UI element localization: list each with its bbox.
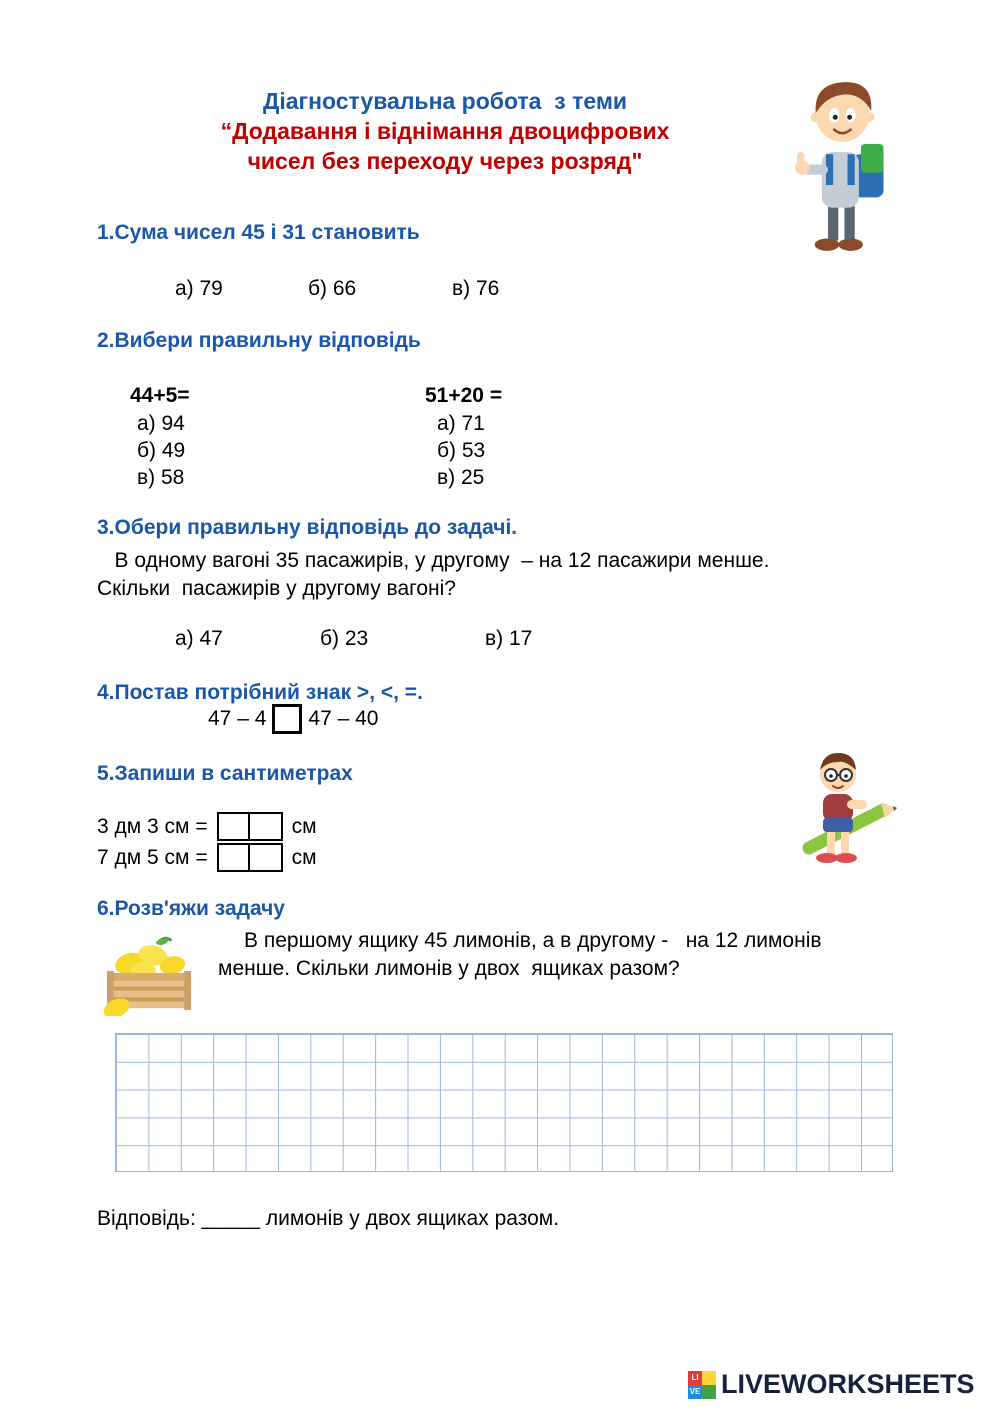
logo-square-yellow <box>702 1371 716 1385</box>
q5-row1-box-1[interactable] <box>217 812 250 841</box>
logo-square-li: LI <box>688 1371 702 1385</box>
q5-row1-answer-boxes <box>217 812 283 841</box>
title-line-3: чисел без переходу через розряд" <box>247 148 643 174</box>
q3-text-line-2: Скільки пасажирів у другому вагоні? <box>97 577 456 600</box>
q2-heading: 2.Вибери правильну відповідь <box>97 329 421 352</box>
q2-expr-2: 51+20 = <box>425 384 503 407</box>
q5-row1-label: 3 дм 3 см = <box>97 814 208 838</box>
q3-heading: 3.Обери правильну відповідь до задачі. <box>97 516 518 539</box>
q5-row2-answer-boxes <box>217 843 283 872</box>
q2-col1-option-a[interactable]: а) 94 <box>137 412 185 435</box>
q1-option-c[interactable]: в) 76 <box>452 277 500 300</box>
q6-answer-line[interactable]: Відповідь: _____ лимонів у двох ящиках разом. <box>97 1207 560 1230</box>
q2-col2-option-c[interactable]: в) 25 <box>437 466 485 489</box>
title-line-2: “Додавання і віднімання двоцифрових <box>220 118 670 144</box>
q6-heading: 6.Розв'яжи задачу <box>97 897 285 920</box>
boy-thumbsup-icon <box>788 72 903 257</box>
q3-option-a[interactable]: а) 47 <box>175 627 223 650</box>
q1-heading: 1.Сума чисел 45 і 31 становить <box>97 221 420 244</box>
q5-row2-label: 7 дм 5 см = <box>97 845 208 869</box>
boy-pencil-icon <box>793 748 901 870</box>
logo-square-green <box>702 1385 716 1399</box>
q5-row2-box-1[interactable] <box>217 843 250 872</box>
q2-expr-1: 44+5= <box>130 384 190 407</box>
logo-square-ve: VE <box>688 1385 702 1399</box>
q3-text-line-1: В одному вагоні 35 пасажирів, у другому – на 12 пасажири менше. <box>97 549 770 572</box>
q5-row1-box-2[interactable] <box>250 812 283 841</box>
q4-sign-answer-box[interactable] <box>272 704 302 734</box>
liveworksheets-squares-icon <box>688 1371 716 1399</box>
boy-pencil-illustration <box>793 748 901 870</box>
q1-option-a[interactable]: а) 79 <box>175 277 223 300</box>
q5-row-2 <box>97 843 317 872</box>
q3-option-c[interactable]: в) 17 <box>485 627 533 650</box>
q2-col2-option-a[interactable]: а) 71 <box>437 412 485 435</box>
q5-row-1 <box>97 812 317 841</box>
lemons-crate-icon <box>100 926 198 1016</box>
answer-grid[interactable] <box>115 1033 893 1172</box>
q2-col1-option-b[interactable]: б) 49 <box>137 439 186 462</box>
boy-thumbsup-illustration <box>788 72 903 257</box>
q6-text-line-1: В першому ящику 45 лимонів, а в другому - на 12 лимонів <box>244 929 822 952</box>
q4-expression-row <box>208 704 378 734</box>
liveworksheets-logo <box>688 1369 975 1400</box>
q5-heading: 5.Запиши в сантиметрах <box>97 762 353 785</box>
q1-option-b[interactable]: б) 66 <box>308 277 357 300</box>
q4-heading: 4.Постав потрібний знак >, <, =. <box>97 681 423 704</box>
q2-col2-option-b[interactable]: б) 53 <box>437 439 486 462</box>
title-line-1: Діагностувальна робота з теми <box>262 88 627 114</box>
liveworksheets-brand-text: LIVEWORKSHEETS <box>721 1369 975 1399</box>
lemons-crate-illustration <box>100 926 198 1016</box>
q4-left-expression: 47 – 4 <box>208 707 267 730</box>
q4-right-expression: 47 – 40 <box>308 707 379 730</box>
q6-text-line-2: менше. Скільки лимонів у двох ящиках разом? <box>218 957 680 980</box>
q2-col1-option-c[interactable]: в) 58 <box>137 466 185 489</box>
worksheet-title <box>120 86 770 176</box>
q5-row1-unit: см <box>291 814 317 838</box>
q5-row2-box-2[interactable] <box>250 843 283 872</box>
q3-option-b[interactable]: б) 23 <box>320 627 369 650</box>
q5-row2-unit: см <box>291 845 317 869</box>
